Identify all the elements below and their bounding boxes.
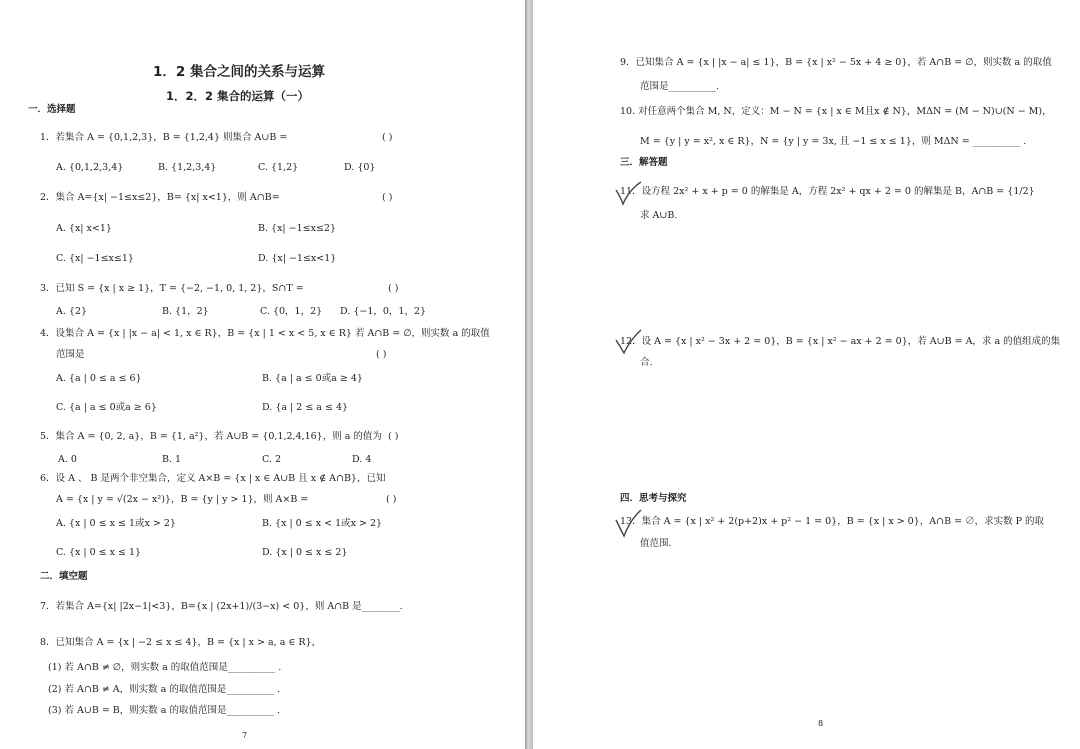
- left-page: [0, 0, 525, 749]
- option-b: B. {1，2}: [162, 306, 209, 317]
- check-mark-icon: [613, 180, 643, 210]
- answer-paren: ( ): [388, 283, 399, 294]
- question-12: 12．设 A = {x | x² − 3x + 2 = 0}，B = {x | x² − ax + 2 = 0}，若 A∪B = A，求 a 的值组成的集: [620, 336, 1061, 347]
- answer-paren: ( ): [382, 132, 393, 143]
- option-b: B. {x| −1≤x≤2}: [258, 223, 337, 234]
- option-c: C. {1,2}: [258, 162, 299, 173]
- question-1: 1．若集合 A = {0,1,2,3}，B = {1,2,4} 则集合 A∪B =: [40, 132, 288, 143]
- question-8-part2: (2) 若 A∩B ≠ A，则实数 a 的取值范围是__________ .: [48, 684, 280, 695]
- option-d: D. {x | 0 ≤ x ≤ 2}: [262, 547, 348, 558]
- answer-paren: ( ): [388, 431, 399, 442]
- question-4-line2: 范围是: [56, 349, 85, 360]
- option-d: D. {−1，0，1，2}: [340, 306, 427, 317]
- question-5: 5．集合 A = {0, 2, a}，B = {1, a²}，若 A∪B = {0,1,2,4,16}，则 a 的值为: [40, 431, 382, 442]
- question-11: 11．设方程 2x² + x + p = 0 的解集是 A，方程 2x² + qx + 2 = 0 的解集是 B，A∩B = {1/2}: [620, 186, 1035, 197]
- question-10-line2: M = {y | y = x², x ∈ R}，N = {y | y = 3x, 且 −1 ≤ x ≤ 1}，则 MΔN = __________ .: [640, 136, 1027, 147]
- option-a: A. {0,1,2,3,4}: [56, 162, 124, 173]
- option-d: D. 4: [352, 454, 372, 465]
- book-gutter: [525, 0, 533, 749]
- option-b: B. {1,2,3,4}: [158, 162, 217, 173]
- option-c: C. {0，1，2}: [260, 306, 323, 317]
- option-a: A. {x | 0 ≤ x ≤ 1或x > 2}: [56, 518, 176, 529]
- question-6-line2: A = {x | y = √(2x − x²)}，B = {y | y > 1}，则 A×B =: [56, 494, 309, 505]
- page-number: 7: [242, 731, 248, 740]
- answer-paren: ( ): [382, 192, 393, 203]
- question-6: 6．设 A 、 B 是两个非空集合，定义 A×B = {x | x ∈ A∪B 且 x ∉ A∩B}，已知: [40, 473, 386, 484]
- option-d: D. {0}: [344, 162, 376, 173]
- question-3: 3．已知 S = {x | x ≥ 1}，T = {−2, −1, 0, 1, 2}，S∩T =: [40, 283, 304, 294]
- page-subtitle: 1．2．2 集合的运算（一）: [166, 89, 310, 103]
- option-c: C. {x | 0 ≤ x ≤ 1}: [56, 547, 142, 558]
- option-c: C. {a | a ≤ 0或a ≥ 6}: [56, 402, 157, 413]
- check-mark-icon: [613, 328, 643, 358]
- option-d: D. {x| −1≤x<1}: [258, 253, 337, 264]
- option-c: C. 2: [262, 454, 282, 465]
- question-9: 9．已知集合 A = {x | |x − a| ≤ 1}，B = {x | x² − 5x + 4 ≥ 0}，若 A∩B = ∅，则实数 a 的取值: [620, 57, 1052, 68]
- page-number: 8: [818, 719, 824, 728]
- question-8: 8．已知集合 A = {x | −2 ≤ x ≤ 4}，B = {x | x > a, a ∈ R}，: [40, 637, 322, 648]
- answer-paren: ( ): [376, 349, 387, 360]
- question-7: 7．若集合 A={x| |2x−1|<3}，B={x | (2x+1)/(3−x) < 0}，则 A∩B 是________.: [40, 601, 403, 612]
- option-a: A. {2}: [56, 306, 88, 317]
- question-13: 13．集合 A = {x | x² + 2(p+2)x + p² − 1 = 0}，B = {x | x > 0}，A∩B = ∅，求实数 P 的取: [620, 516, 1044, 527]
- option-a: A. {x| x<1}: [56, 223, 112, 234]
- option-b: B. {x | 0 ≤ x < 1或x > 2}: [262, 518, 383, 529]
- answer-paren: ( ): [386, 494, 397, 505]
- option-a: A. 0: [58, 454, 77, 465]
- right-page: [533, 0, 1080, 749]
- option-b: B. {a | a ≤ 0或a ≥ 4}: [262, 373, 363, 384]
- question-4: 4．设集合 A = {x | |x − a| < 1, x ∈ R}，B = {x | 1 < x < 5, x ∈ R} 若 A∩B = ∅，则实数 a 的取值: [40, 328, 490, 339]
- check-mark-icon: [613, 508, 643, 540]
- question-12-line2: 合.: [640, 357, 653, 368]
- question-10: 10. 对任意两个集合 M, N，定义：M − N = {x | x ∈ M且x ∉ N}，MΔN = (M − N)∪(N − M)，: [620, 106, 1052, 117]
- question-8-part1: (1) 若 A∩B ≠ ∅，则实数 a 的取值范围是__________ .: [48, 662, 282, 673]
- question-13-line2: 值范围.: [640, 538, 672, 549]
- section-heading-fill: 二．填空题: [40, 571, 88, 582]
- question-2: 2．集合 A={x| −1≤x≤2}，B= {x| x<1}，则 A∩B=: [40, 192, 280, 203]
- option-d: D. {a | 2 ≤ a ≤ 4}: [262, 402, 349, 413]
- question-8-part3: (3) 若 A∪B = B，则实数 a 的取值范围是__________ .: [48, 705, 281, 716]
- page-title: 1．2 集合之间的关系与运算: [153, 64, 325, 80]
- option-a: A. {a | 0 ≤ a ≤ 6}: [56, 373, 142, 384]
- section-heading-solve: 三．解答题: [620, 157, 668, 168]
- section-heading-choice: 一．选择题: [28, 104, 76, 115]
- section-heading-explore: 四．思考与探究: [620, 493, 687, 504]
- question-11-line2: 求 A∪B.: [640, 210, 678, 221]
- option-b: B. 1: [162, 454, 182, 465]
- question-9-line2: 范围是__________.: [640, 81, 720, 92]
- option-c: C. {x| −1≤x≤1}: [56, 253, 134, 264]
